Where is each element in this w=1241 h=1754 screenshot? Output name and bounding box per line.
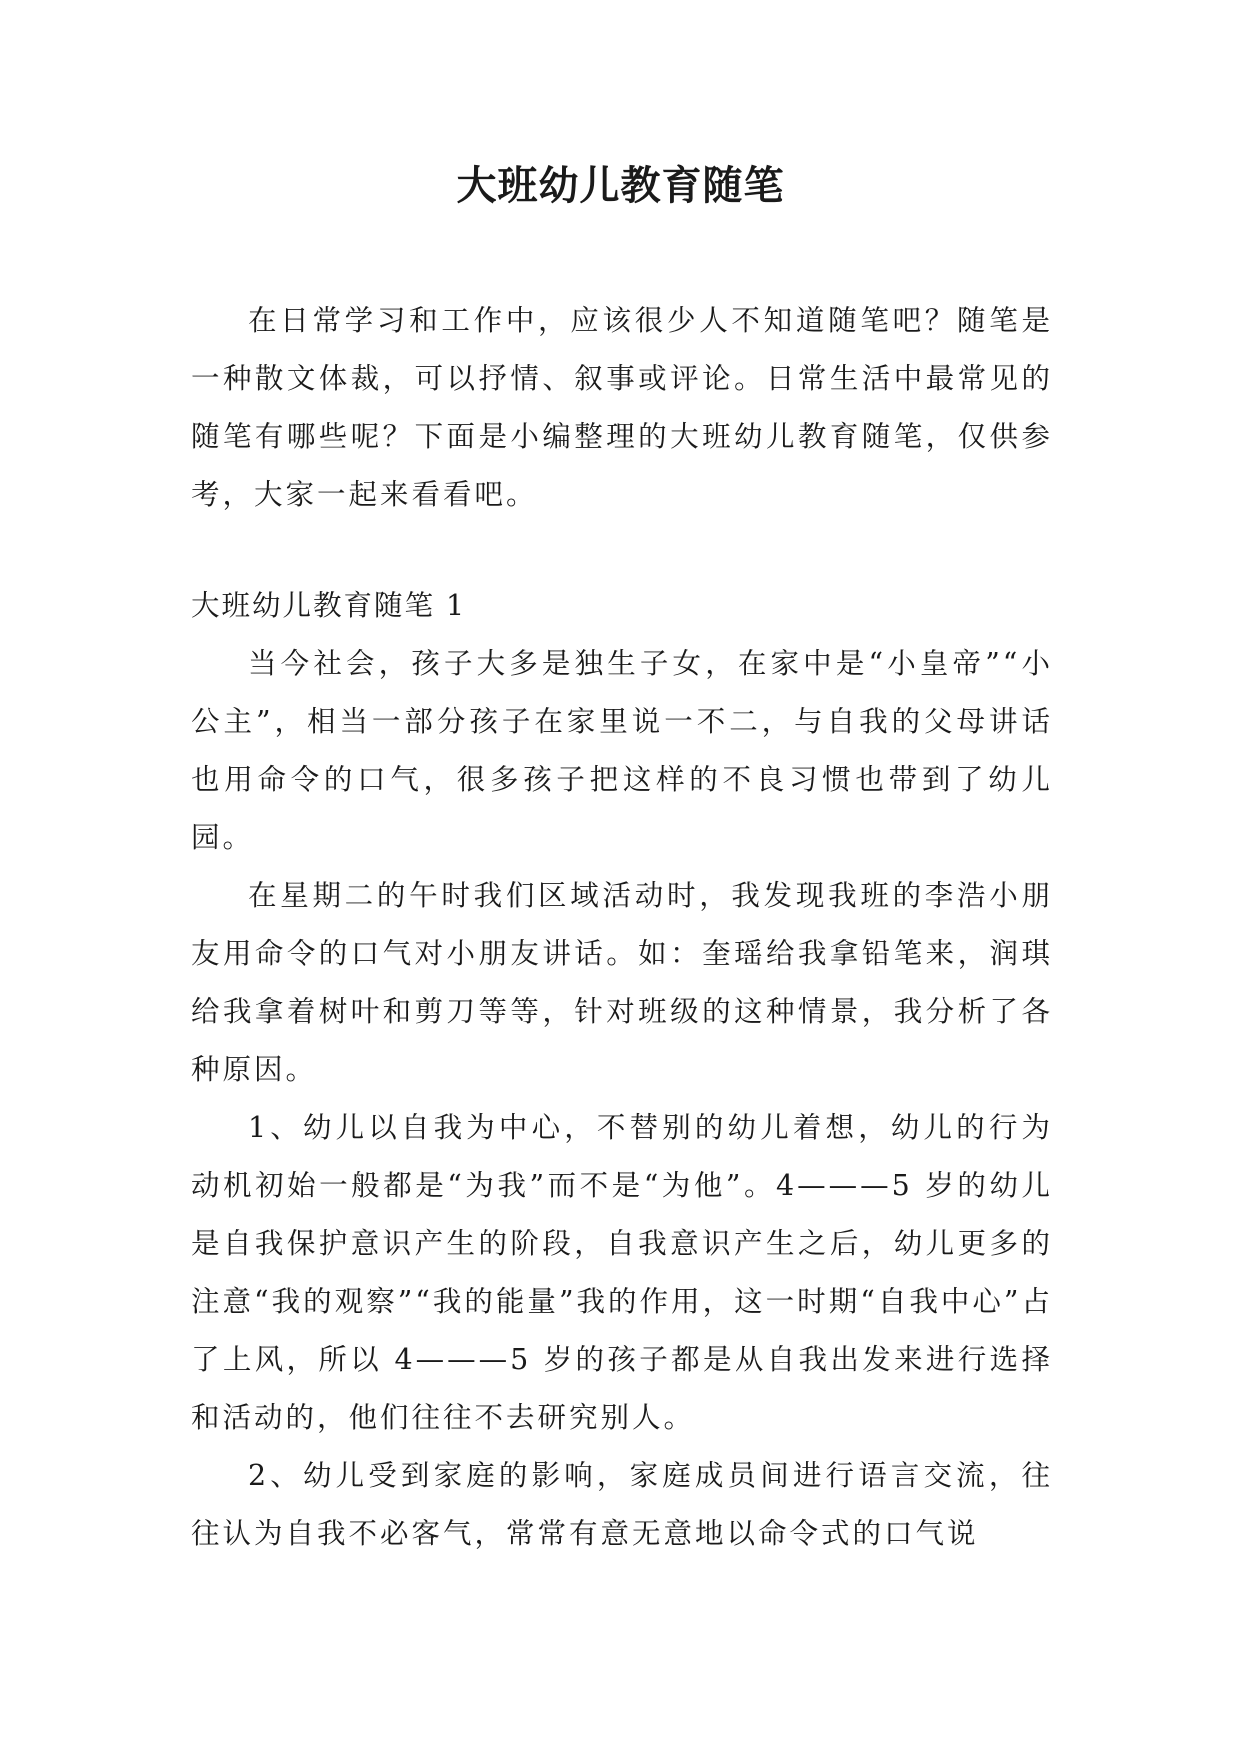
intro-paragraph: 在日常学习和工作中，应该很少人不知道随笔吧？随笔是一种散文体裁，可以抒情、叙事或评论。日常生活中最常见的随笔有哪些呢？下面是小编整理的大班幼儿教育随笔，仅供参考，大家一起来看看吧。 <box>191 304 1053 511</box>
paragraph: 2、幼儿受到家庭的影响，家庭成员间进行语言交流，往往认为自我不必客气，常常有意无意地以命令式的口气说 <box>191 1459 1053 1550</box>
section-heading: 大班幼儿教育随笔 1 <box>191 589 467 622</box>
document-title: 大班幼儿教育随笔 <box>456 163 785 209</box>
paragraph: 当今社会，孩子大多是独生子女，在家中是“小皇帝”“小公主”，相当一部分孩子在家里说一不二，与自我的父母讲话也用命令的口气，很多孩子把这样的不良习惯也带到了幼儿园。 <box>191 647 1053 854</box>
paragraph: 1、幼儿以自我为中心，不替别的幼儿着想，幼儿的行为动机初始一般都是“为我”而不是“为他”。4———5 岁的幼儿是自我保护意识产生的阶段，自我意识产生之后，幼儿更多的注意“我的观察”“我的能量”我的作用，这一时期“自我中心”占了上风，所以 4———5 岁的孩子都是从自我出发来进行选择和活动的，他们往往不去研究别人。 <box>191 1111 1053 1434</box>
intro-section <box>191 292 1053 524</box>
paragraph: 在星期二的午时我们区域活动时，我发现我班的李浩小朋友用命令的口气对小朋友讲话。如：奎瑶给我拿铅笔来，润琪给我拿着树叶和剪刀等等，针对班级的这种情景，我分析了各种原因。 <box>191 879 1053 1086</box>
essay-section-1 <box>191 577 1053 1563</box>
